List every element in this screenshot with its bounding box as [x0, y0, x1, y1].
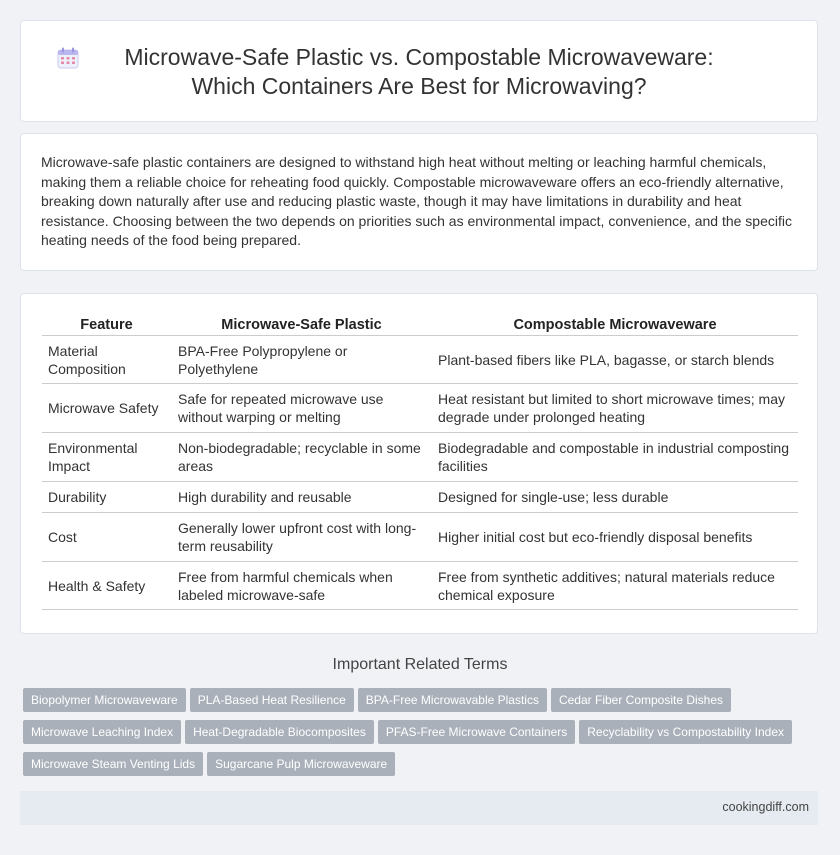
- cell-compostable: Biodegradable and compostable in industrial composting facilities: [432, 433, 798, 482]
- related-terms-title: Important Related Terms: [332, 656, 508, 673]
- cell-plastic: BPA-Free Polypropylene or Polyethylene: [172, 336, 431, 384]
- term-tag[interactable]: PLA-Based Heat Resilience: [190, 688, 354, 712]
- title-card: [20, 20, 818, 122]
- term-tag[interactable]: Microwave Leaching Index: [23, 720, 181, 744]
- header-compostable: Compostable Microwaveware: [432, 314, 798, 336]
- term-tag[interactable]: Microwave Steam Venting Lids: [23, 752, 203, 776]
- term-tag[interactable]: BPA-Free Microwavable Plastics: [358, 688, 547, 712]
- cell-compostable: Heat resistant but limited to short microwave times; may degrade under prolonged heating: [432, 384, 798, 433]
- page-title: Microwave-Safe Plastic vs. Compostable Microwaveware: Which Containers Are Best for Microwaving?: [124, 44, 714, 99]
- comparison-card: [20, 293, 818, 634]
- table-row: [42, 482, 798, 513]
- cell-plastic: Generally lower upfront cost with long-term reusability: [172, 513, 431, 562]
- term-tag[interactable]: Cedar Fiber Composite Dishes: [551, 688, 731, 712]
- table-row: [42, 384, 798, 433]
- table-header-row: [42, 314, 798, 336]
- term-tag[interactable]: Recyclability vs Compostability Index: [579, 720, 792, 744]
- related-terms-list: [23, 688, 803, 784]
- cell-feature: Cost: [42, 513, 171, 562]
- term-tag[interactable]: Sugarcane Pulp Microwaveware: [207, 752, 395, 776]
- cell-feature: Material Composition: [42, 336, 171, 384]
- comparison-table: [42, 314, 798, 610]
- table-row: [42, 513, 798, 562]
- header-feature: Feature: [42, 314, 171, 336]
- cell-plastic: Safe for repeated microwave use without warping or melting: [172, 384, 431, 433]
- table-row: [42, 433, 798, 482]
- term-tag[interactable]: Heat-Degradable Biocomposites: [185, 720, 374, 744]
- term-tag[interactable]: PFAS-Free Microwave Containers: [378, 720, 575, 744]
- intro-card: [20, 133, 818, 271]
- cell-feature: Durability: [42, 482, 171, 513]
- cell-compostable: Free from synthetic additives; natural materials reduce chemical exposure: [432, 562, 798, 610]
- footer: [20, 791, 818, 825]
- cell-feature: Microwave Safety: [42, 384, 171, 433]
- term-tag[interactable]: Biopolymer Microwaveware: [23, 688, 186, 712]
- table-row: [42, 336, 798, 384]
- cell-compostable: Plant-based fibers like PLA, bagasse, or starch blends: [432, 336, 798, 384]
- footer-site-link[interactable]: cookingdiff.com: [722, 800, 809, 814]
- table-row: [42, 562, 798, 610]
- cell-feature: Health & Safety: [42, 562, 171, 610]
- cell-compostable: Designed for single-use; less durable: [432, 482, 798, 513]
- intro-paragraph: Microwave-safe plastic containers are designed to withstand high heat without melting or leaching harmful chemicals, making them a reliable choice for reheating food quickly. Compostable microwaveware offers an eco-friendly alternative, breaking down naturally after use and reducing plastic waste, though it may have limitations in durability and heat resistance. Choosing between the two depends on priorities such as environmental impact, convenience, and the specific heating needs of the food being prepared.: [41, 154, 792, 248]
- cell-plastic: High durability and reusable: [172, 482, 431, 513]
- cell-compostable: Higher initial cost but eco-friendly disposal benefits: [432, 513, 798, 562]
- cell-feature: Environmental Impact: [42, 433, 171, 482]
- cell-plastic: Free from harmful chemicals when labeled microwave-safe: [172, 562, 431, 610]
- header-plastic: Microwave-Safe Plastic: [172, 314, 431, 336]
- cell-plastic: Non-biodegradable; recyclable in some areas: [172, 433, 431, 482]
